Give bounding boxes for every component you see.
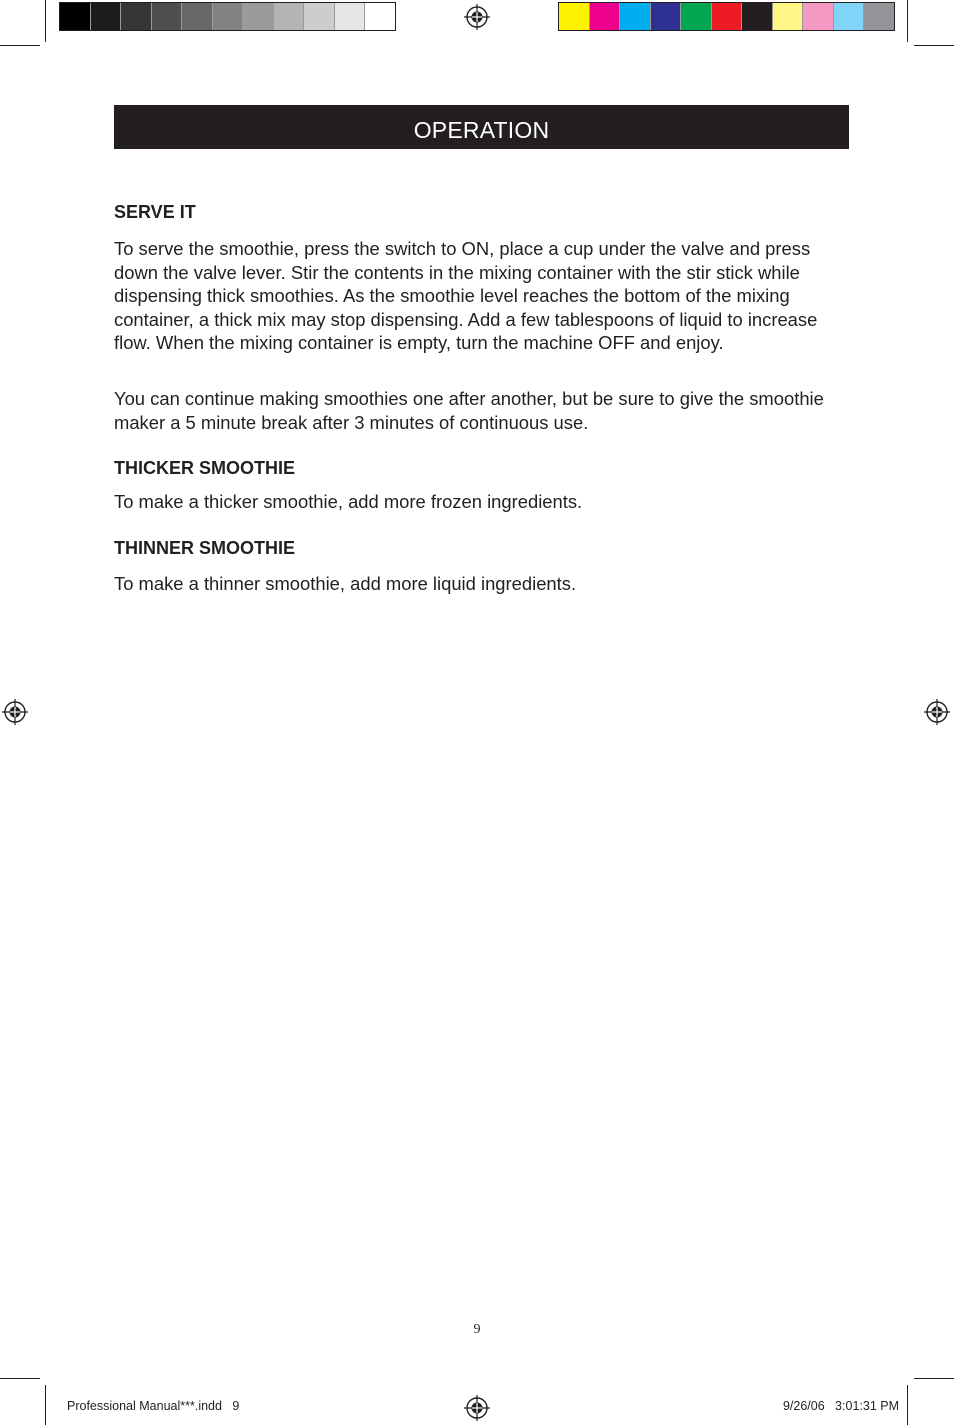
color-swatch — [620, 3, 651, 30]
registration-mark-icon — [2, 699, 28, 725]
section-header-bar — [114, 105, 849, 149]
serve-it-body — [114, 237, 854, 355]
serve-it-body-continued — [114, 387, 854, 434]
slug-timestamp: 9/26/06 3:01:31 PM — [782, 1399, 899, 1413]
color-swatch — [335, 3, 366, 30]
serve-it-section — [114, 202, 854, 223]
crop-mark — [907, 0, 908, 42]
color-swatch — [365, 3, 395, 30]
grayscale-color-bar — [59, 2, 396, 31]
page-number: 9 — [473, 1322, 481, 1337]
thicker-smoothie-body — [114, 490, 854, 514]
page-title: OPERATION — [413, 117, 550, 143]
paragraph: To make a thicker smoothie, add more frozen ingredients. — [114, 491, 583, 512]
crop-mark — [907, 1385, 908, 1425]
color-swatch — [864, 3, 894, 30]
paragraph: To make a thinner smoothie, add more liquid ingredients. — [114, 573, 577, 594]
color-swatch — [182, 3, 213, 30]
paragraph: To serve the smoothie, press the switch to ON, place a cup under the valve and press down the valve lever. Stir the contents in the mixing container with the stir stick while dispensing thick smoothies. As the smoothie level reaches the bottom of the mixing container, a thick mix may stop dispensing. Add a few tablespoons of liquid to increase flow. When the mixing container is empty, turn the machine OFF and enjoy. — [114, 238, 818, 353]
crop-mark — [914, 45, 954, 46]
color-swatch — [803, 3, 834, 30]
crop-mark — [914, 1378, 954, 1379]
color-swatch — [152, 3, 183, 30]
color-swatch — [243, 3, 274, 30]
color-swatch — [712, 3, 743, 30]
crop-mark — [0, 45, 40, 46]
thinner-smoothie-body — [114, 572, 854, 596]
color-swatch — [834, 3, 865, 30]
slug-filename: Professional Manual***.indd 9 — [67, 1399, 240, 1413]
color-swatch — [121, 3, 152, 30]
thicker-smoothie-section — [114, 458, 854, 479]
color-swatch — [304, 3, 335, 30]
color-swatch — [742, 3, 773, 30]
color-swatch — [91, 3, 122, 30]
registration-mark-icon — [464, 1395, 490, 1421]
section-heading: THICKER SMOOTHIE — [114, 458, 296, 478]
registration-mark-icon — [924, 699, 950, 725]
color-swatch — [60, 3, 91, 30]
thinner-smoothie-section — [114, 538, 854, 559]
color-swatch — [590, 3, 621, 30]
crop-mark — [0, 1378, 40, 1379]
color-swatch — [773, 3, 804, 30]
color-swatch — [651, 3, 682, 30]
color-swatch — [559, 3, 590, 30]
process-color-bar — [558, 2, 895, 31]
color-swatch — [681, 3, 712, 30]
color-swatch — [213, 3, 244, 30]
registration-mark-icon — [464, 4, 490, 30]
crop-mark — [45, 0, 46, 42]
crop-mark — [45, 1385, 46, 1425]
color-swatch — [274, 3, 305, 30]
section-heading: SERVE IT — [114, 202, 196, 222]
paragraph: You can continue making smoothies one after another, but be sure to give the smoothie maker a 5 minute break after 3 minutes of continuous use. — [114, 388, 824, 433]
section-heading: THINNER SMOOTHIE — [114, 538, 296, 558]
